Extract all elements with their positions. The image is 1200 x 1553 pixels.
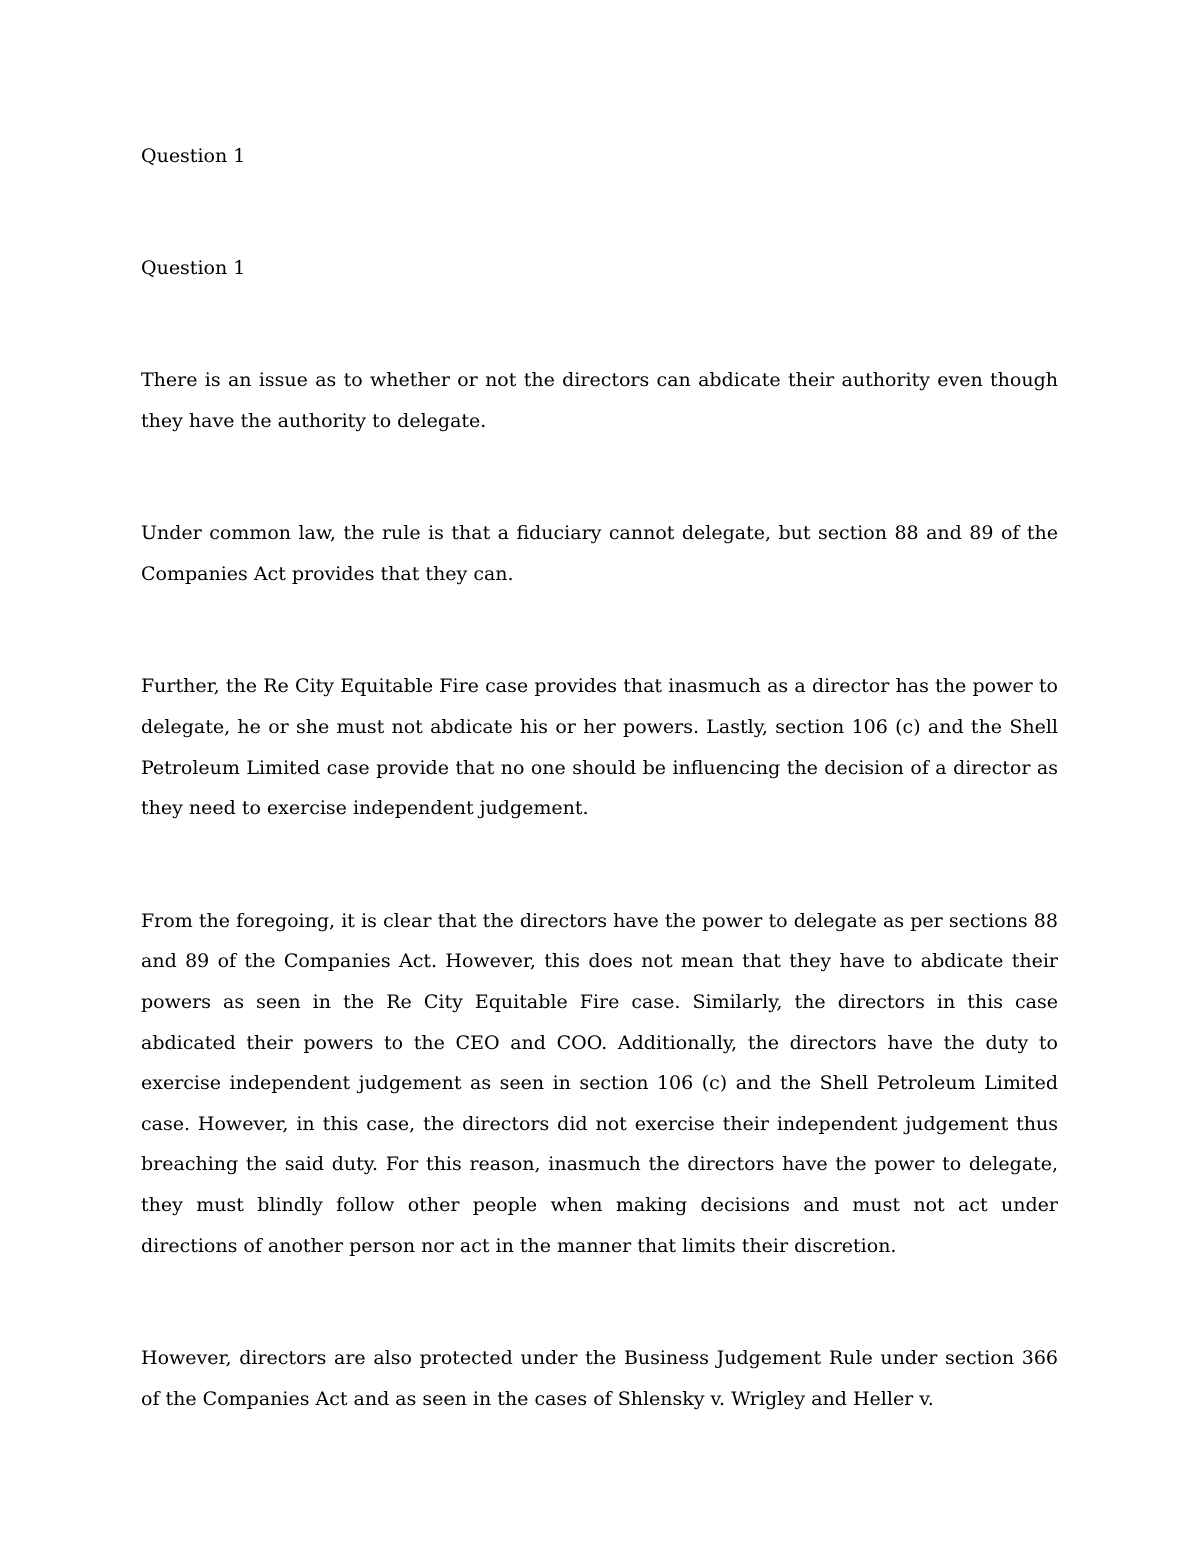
issue-paragraph: There is an issue as to whether or not the directors can abdicate their authority even though they have the authority to delegate. — [141, 369, 1058, 432]
question-heading: Question 1 — [141, 145, 246, 167]
rule-paragraph: Under common law, the rule is that a fiduciary cannot delegate, but section 88 and 89 of the Companies Act provides that they can. — [141, 522, 1058, 585]
business-judgement-paragraph: However, directors are also protected under the Business Judgement Rule under section 366 of the Companies Act and as seen in the cases of Shlensky v. Wrigley and Heller v. — [141, 1347, 1058, 1410]
question-heading: Question 1 — [141, 257, 246, 279]
case-law-paragraph: Further, the Re City Equitable Fire case provides that inasmuch as a director has the power to delegate, he or she must not abdicate his or her powers. Lastly, section 106 (c) and the Shell Petroleum Limited case provide that no one should be influencing the decision of a director as they need to exercise independent judgement. — [141, 675, 1058, 820]
application-paragraph: From the foregoing, it is clear that the directors have the power to delegate as per sections 88 and 89 of the Companies Act. However, this does not mean that they have to abdicate their powers as seen in the Re City Equitable Fire case. Similarly, the directors in this case abdicated their powers to the CEO and COO. Additionally, the directors have the duty to exercise independent judgement as seen in section 106 (c) and the Shell Petroleum Limited case. However, in this case, the directors did not exercise their independent judgement thus breaching the said duty. For this reason, inasmuch the directors have the power to delegate, they must blindly follow other people when making decisions and must not act under directions of another person nor act in the manner that limits their discretion. — [141, 909, 1058, 1257]
document-body — [141, 136, 1058, 1419]
